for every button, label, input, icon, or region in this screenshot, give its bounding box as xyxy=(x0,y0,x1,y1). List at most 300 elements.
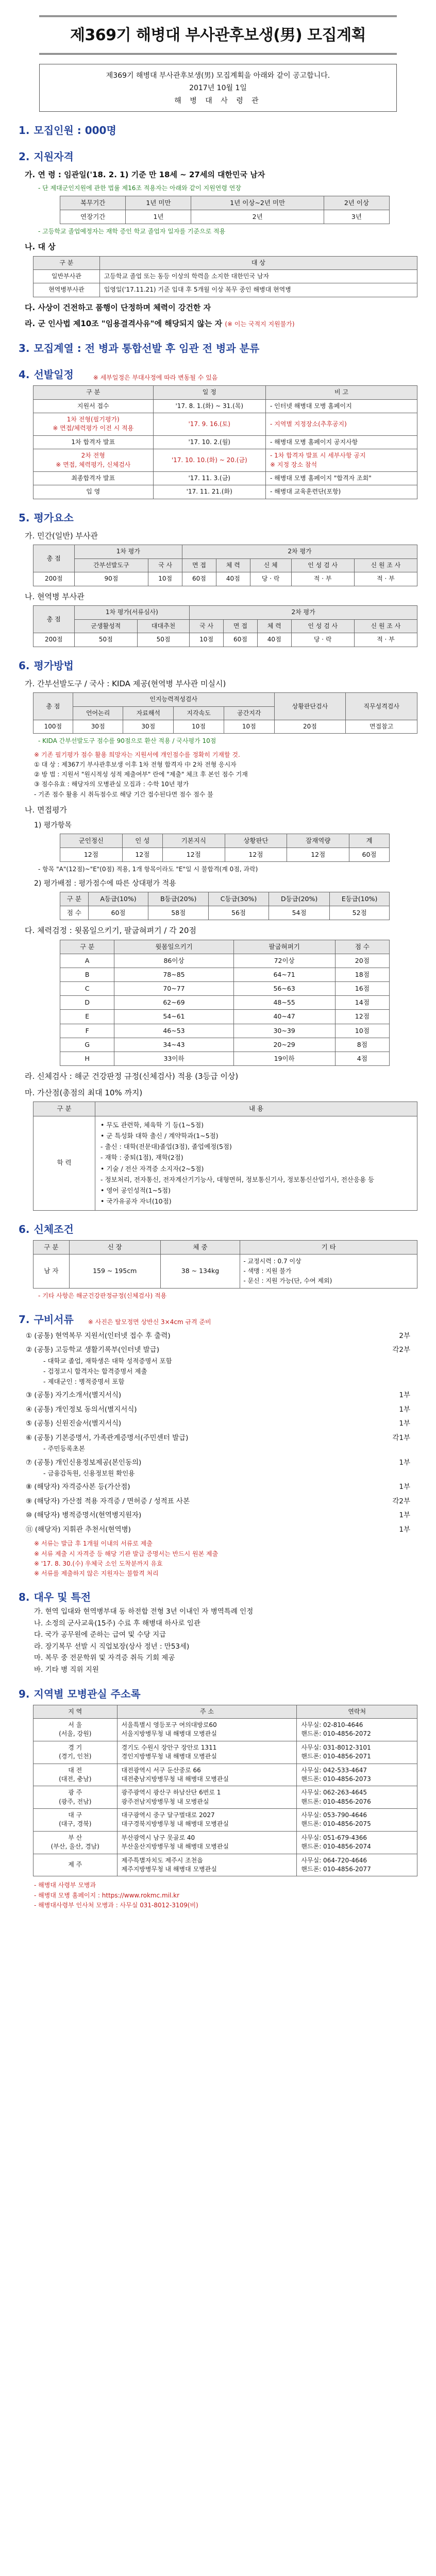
table-cell: 적 · 부 xyxy=(354,572,417,586)
section-schedule xyxy=(19,367,417,382)
target-table xyxy=(33,256,417,297)
header-cell: 인 성 검 사 xyxy=(291,558,354,572)
table-row xyxy=(33,413,417,435)
document-item xyxy=(26,1525,410,1535)
section-title: 모집인원 : 000명 xyxy=(33,124,116,137)
section-number: 8. xyxy=(19,1591,30,1604)
header-cell: 자료해석 xyxy=(123,706,174,720)
header-cell: 대대추천 xyxy=(137,619,189,633)
table-cell: G xyxy=(60,1038,114,1052)
header-cell: 상황판단 xyxy=(225,834,287,848)
document-count: 1부 xyxy=(399,1511,410,1520)
document-subnotes xyxy=(43,1444,417,1453)
table-cell: - 교정시력 : 0.7 이상 - 색맹 : 지원 불가 - 문신 : 지원 가능(단, 수여 제외) xyxy=(240,1254,417,1289)
table-cell: '17. 8. 1.(화) ~ 31.(목) xyxy=(153,399,265,413)
table-cell: 적 · 부 xyxy=(291,572,354,586)
documents-note: ※ 사진은 탈모정면 상반신 3×4cm 규격 준비 xyxy=(88,1318,211,1326)
table-cell: 46~53 xyxy=(114,1024,233,1038)
section-number: 4. xyxy=(19,368,30,381)
table-cell: 적 · 부 xyxy=(354,633,417,647)
header-cell: 점 수 xyxy=(335,940,389,954)
table-cell: 사무실: 064-720-4646 핸드폰: 010-4856-2077 xyxy=(297,1854,417,1876)
header-cell: 잠재역량 xyxy=(287,834,349,848)
table-row xyxy=(33,1786,417,1809)
document-label: ⑧ (해당자) 자격증사본 등(가산점) xyxy=(26,1483,130,1492)
header-cell: 군인정신 xyxy=(60,834,123,848)
civilian-eval-table xyxy=(33,545,417,586)
kida-subtitle: 가. 간부선발도구 / 국사 : KIDA 제공(현역병 부사관 미실시) xyxy=(25,679,226,688)
bonus-subtitle: 마. 가산점(총점의 최대 10% 까지) xyxy=(25,1088,143,1097)
header-cell: 연락처 xyxy=(297,1705,417,1718)
footer-line: - 해병대 모병 홈페이지 : https://www.rokmc.mil.kr xyxy=(34,1891,180,1899)
table-cell: 78~85 xyxy=(114,968,233,982)
header-cell: 면 접 xyxy=(224,619,258,633)
item-label: 라. xyxy=(25,319,36,329)
interview-items-title: 1) 평가항목 xyxy=(34,821,72,829)
table-cell: C xyxy=(60,982,114,996)
table-row xyxy=(60,996,390,1010)
table-cell: 20점 xyxy=(335,954,389,968)
document-label: ⑩ (해당자) 병적증명서(현역병지원자) xyxy=(26,1511,142,1520)
item-label: 나. xyxy=(25,242,36,251)
header-cell: 지각속도 xyxy=(174,706,224,720)
table-row xyxy=(60,954,390,968)
table-cell: - 인터넷 해병대 모병 홈페이지 xyxy=(265,399,417,413)
table-cell: '17. 10. 10.(화) ~ 20.(금) xyxy=(153,449,265,472)
header-cell: 계 xyxy=(349,834,390,848)
table-cell: 입영일('17.11.21) 기준 입대 후 5개월 이상 복무 중인 해병대 현역병 xyxy=(99,283,417,297)
bullet-line: ③ 점수유효 : 해당자의 모병관실 모집과 : 수학 10년 평가 xyxy=(34,781,189,788)
item-text: 연 령 : 임관일('18. 2. 1) 기준 만 18세 ~ 27세의 대한민국 남자 xyxy=(38,170,265,179)
table-row xyxy=(33,1831,417,1854)
section-documents xyxy=(19,1312,417,1327)
header-cell: 1차 평가(서류심사) xyxy=(74,606,190,619)
civilian-subtitle: 가. 민간(일반) 부사관 xyxy=(25,531,98,540)
header-cell: 인 성 xyxy=(122,834,162,848)
table-cell: 8점 xyxy=(335,1038,389,1052)
table-cell: 12점 xyxy=(335,1010,389,1024)
section-title: 지원자격 xyxy=(33,150,74,163)
table-cell: 광주광역시 광산구 하남산단 6번로 1 광주전남지방병무청 내 모병관실 xyxy=(117,1786,297,1809)
footer-line: - 해병대 사령부 모병과 xyxy=(34,1882,96,1889)
table-row xyxy=(33,399,417,413)
footer-line: ※ 서류를 제출하지 않은 지원자는 불합격 처리 xyxy=(34,1570,159,1577)
header-cell: 대 상 xyxy=(99,256,417,269)
table-cell: - 지역별 지정장소(추후공지) xyxy=(265,413,417,435)
section-number: 2. xyxy=(19,150,30,163)
table-cell: 16점 xyxy=(335,982,389,996)
bonus-content xyxy=(95,1116,417,1210)
document-item xyxy=(26,1497,410,1507)
table-row xyxy=(60,1038,390,1052)
table-cell: 10점 xyxy=(190,633,224,647)
header-cell: 1년 미만 xyxy=(126,196,191,210)
bonus-category: 학 력 xyxy=(33,1116,95,1210)
header-cell: 총 점 xyxy=(33,606,75,633)
header-cell: 일 정 xyxy=(153,386,265,399)
document-count: 1부 xyxy=(399,1391,410,1400)
table-cell: 부산광역시 남구 못골로 40 부산울산지방병무청 내 해병대 모병관실 xyxy=(117,1831,297,1854)
header-cell: 신 체 xyxy=(250,558,291,572)
document-item xyxy=(26,1482,410,1493)
table-cell: 서 울 (서울, 강원) xyxy=(33,1718,118,1741)
table-cell: 사무실: 031-8012-3101 핸드폰: 010-4856-2071 xyxy=(297,1741,417,1764)
table-cell: 2차 전형 ※ 면접, 체력평가, 신체검사 xyxy=(33,449,154,472)
header-cell: 직무성격검사 xyxy=(346,693,417,720)
kida-note: - KIDA 간부선발도구 점수를 90점으로 환산 적용 / 국사평가 10점 xyxy=(38,737,216,745)
header-cell: 1차 평가 xyxy=(74,545,182,558)
table-cell: 54점 xyxy=(269,906,329,920)
schedule-table xyxy=(33,385,417,499)
document-item xyxy=(26,1391,410,1401)
table-cell: 사무실: 02-810-4646 핸드폰: 010-4856-2072 xyxy=(297,1718,417,1741)
header-cell: 비 고 xyxy=(265,386,417,399)
table-cell: 당 · 락 xyxy=(250,572,291,586)
document-item xyxy=(26,1511,410,1521)
office-table xyxy=(33,1705,417,1877)
document-count: 1부 xyxy=(399,1419,410,1428)
header-cell: 공간지각 xyxy=(224,706,274,720)
table-cell: 70~77 xyxy=(114,982,233,996)
section-recruit-count xyxy=(19,123,417,138)
kida-table xyxy=(33,692,417,734)
section-evaluation-factors xyxy=(19,511,417,526)
table-cell: 58점 xyxy=(148,906,209,920)
section-number: 7. xyxy=(19,1313,30,1326)
header-cell: 체 력 xyxy=(216,558,250,572)
table-cell: '17. 9. 16.(토) xyxy=(153,413,265,435)
header-cell: 체 중 xyxy=(160,1240,240,1254)
document-label: ③ (공통) 자기소개서(별지서식) xyxy=(26,1391,122,1400)
soldier-subtitle: 나. 현역병 부사관 xyxy=(25,591,85,601)
document-count: 2부 xyxy=(399,1331,410,1340)
qualification-disqualify xyxy=(25,318,417,330)
documents-footer xyxy=(34,1539,417,1579)
table-cell: 56점 xyxy=(209,906,269,920)
table-row xyxy=(33,269,417,283)
grade-table xyxy=(60,892,390,920)
section-number: 5. xyxy=(19,511,30,524)
table-cell: 남 자 xyxy=(33,1254,70,1289)
header-cell: 구 분 xyxy=(33,1102,95,1116)
document-subnote: - 대학교 졸업, 재학생은 대학 성적증명서 포함 xyxy=(43,1357,172,1365)
table-cell: 입 영 xyxy=(33,485,154,499)
header-cell: 총 점 xyxy=(33,545,75,572)
header-cell: B등급(20%) xyxy=(148,892,209,906)
header-cell: 기 타 xyxy=(240,1240,417,1254)
table-row xyxy=(33,1764,417,1786)
header-cell: 구 분 xyxy=(60,940,114,954)
document-subnote: - 제대군인 : 병적증명서 포함 xyxy=(43,1378,125,1385)
bonus-item: - 출신 : 대학(전문대)졸업(3점), 졸업예정(5점) xyxy=(100,1143,232,1151)
table-cell: 10점 xyxy=(174,720,224,734)
item-label: 가. xyxy=(25,170,36,179)
table-cell: 60점 xyxy=(349,848,390,861)
footer-line: ※ 서류 제출 시 자격증 등 해당 기관 발급 증명서는 반드시 원본 제출 xyxy=(34,1550,219,1557)
fitness-table xyxy=(60,940,390,1066)
section-number: 6. xyxy=(19,659,30,672)
table-cell: 3년 xyxy=(324,210,389,224)
table-cell: 20~29 xyxy=(233,1038,335,1052)
table-cell: 2년 xyxy=(191,210,324,224)
table-cell: 90점 xyxy=(74,572,148,586)
table-cell: B xyxy=(60,968,114,982)
table-cell: 40~47 xyxy=(233,1010,335,1024)
benefit-item: 나. 소정의 군사교육(15주) 수료 후 해병대 하사로 임관 xyxy=(34,1619,200,1628)
grade-title: 2) 평가배점 : 평가점수에 따른 상대평가 적용 xyxy=(34,879,176,888)
table-cell: 159 ~ 195cm xyxy=(69,1254,160,1289)
header-cell: 국 사 xyxy=(190,619,224,633)
section-number: 1. xyxy=(19,124,30,137)
table-cell: 56~63 xyxy=(233,982,335,996)
header-cell: 구 분 xyxy=(33,1240,70,1254)
soldier-eval-table xyxy=(33,605,417,647)
item-text: 대 상 xyxy=(38,242,56,251)
document-subnote: - 금융감독원, 신용정보원 확인용 xyxy=(43,1469,135,1478)
header-cell: 윗몸일으키기 xyxy=(114,940,233,954)
header-cell: 체 력 xyxy=(257,619,291,633)
table-cell: 60점 xyxy=(88,906,148,920)
office-footer xyxy=(34,1880,417,1910)
header-cell: 국 사 xyxy=(148,558,182,572)
document-label: ⑨ (해당자) 가산점 적용 자격증 / 면허증 / 성적표 사본 xyxy=(26,1497,190,1505)
table-cell: 사무실: 051-679-4366 핸드폰: 010-4856-2074 xyxy=(297,1831,417,1854)
header-cell: 2년 이상 xyxy=(324,196,389,210)
table-cell: 100점 xyxy=(33,720,73,734)
table-row xyxy=(33,1741,417,1764)
table-cell: 사무실: 042-533-4647 핸드폰: 010-4856-2073 xyxy=(297,1764,417,1786)
header-cell: 군생활성적 xyxy=(74,619,137,633)
header-cell: 기본지식 xyxy=(162,834,225,848)
intro-text: 제369기 해병대 부사관후보생(男) 모집계획을 아래와 같이 공고합니다. xyxy=(106,71,330,80)
header-cell: C등급(30%) xyxy=(209,892,269,906)
intro-date: 2017년 10월 1일 xyxy=(189,84,247,92)
table-row xyxy=(60,968,390,982)
table-row xyxy=(33,1809,417,1832)
table-cell: 200점 xyxy=(33,572,75,586)
table-cell: 경기도 수원시 장안구 장안로 1311 경인지방병무청 내 해병대 모병관실 xyxy=(117,1741,297,1764)
table-row xyxy=(60,1052,390,1065)
interview-note: - 항목 "A"(12점)~"E"(0점) 적용, 1개 항목이라도 "E"일 시 불합격(계 0점, 과락) xyxy=(38,866,258,873)
table-cell: 30점 xyxy=(123,720,174,734)
table-cell: 10점 xyxy=(148,572,182,586)
header-cell: A등급(10%) xyxy=(88,892,148,906)
footer-line: - 해병대사령부 인사처 모병과 : 사무실 031-8012-3109(비) xyxy=(34,1901,198,1909)
table-cell: A xyxy=(60,954,114,968)
qualification-age xyxy=(25,170,417,181)
section-number: 3. xyxy=(19,342,30,355)
benefit-item: 마. 복무 중 전문학위 및 자격증 취득 기회 제공 xyxy=(34,1654,175,1663)
header-cell: 간부선발도구 xyxy=(74,558,148,572)
table-cell: 광 주 (광주, 전남) xyxy=(33,1786,118,1809)
header-cell: 총 점 xyxy=(33,693,73,720)
table-cell: 30점 xyxy=(73,720,123,734)
header-cell: 1년 이상~2년 미만 xyxy=(191,196,324,210)
document-item xyxy=(26,1345,410,1355)
benefit-item: 라. 장기복무 선발 시 직업보장(상사 정년 : 만53세) xyxy=(34,1642,190,1651)
table-cell: 20점 xyxy=(274,720,346,734)
document-subnote: - 주민등록초본 xyxy=(43,1445,85,1453)
table-cell: 72이상 xyxy=(233,954,335,968)
item-text: 사상이 건전하고 품행이 단정하며 체력이 강건한 자 xyxy=(38,302,211,312)
table-cell: 38 ~ 134kg xyxy=(160,1254,240,1289)
table-cell: 52점 xyxy=(330,906,390,920)
qualification-target xyxy=(25,242,417,253)
document-count: 1부 xyxy=(399,1525,410,1534)
age-note: - 단 제대군인지원에 관한 법률 제16조 적용자는 아래와 같이 지원연령 연장 xyxy=(38,184,241,192)
table-cell: - 해병대 모병 홈페이지 "합격자 조회" xyxy=(265,471,417,485)
section-title: 모집계열 : 전 병과 통합선발 후 임관 전 병과 분류 xyxy=(33,342,260,355)
kida-bullets xyxy=(34,750,417,800)
section-evaluation-method xyxy=(19,658,417,673)
document-count: 1부 xyxy=(399,1458,410,1467)
section-physical xyxy=(19,1222,417,1237)
document-label: ⑪ (해당자) 지휘관 추천서(현역병) xyxy=(26,1525,131,1534)
table-cell: 64~71 xyxy=(233,968,335,982)
section-title: 평가요소 xyxy=(33,511,74,524)
item-text: 군 인사법 제10조 "임용결격사유"에 해당되지 않는 자 xyxy=(38,319,223,329)
table-cell: 54~61 xyxy=(114,1010,233,1024)
table-cell: 현역병부사관 xyxy=(33,283,100,297)
item-note: (※ 이는 국적지 지원불가) xyxy=(225,320,295,328)
section-title: 지역별 모병관실 주소록 xyxy=(33,1687,141,1700)
section-benefits xyxy=(19,1590,417,1605)
table-cell: 면접참고 xyxy=(346,720,417,734)
benefit-item: 바. 기타 병 직위 지원 xyxy=(34,1666,99,1674)
bonus-item: • 군 특성화 대학 출신 / 계약학과(1~5점) xyxy=(100,1131,219,1140)
document-label: ② (공통) 고등학교 생활기록부(인터넷 발급) xyxy=(26,1346,159,1354)
table-cell: 60점 xyxy=(182,572,216,586)
bullet-line: ② 방 법 : 지원서 "원시적성 성적 제출여부" 란에 "제출" 체크 후 본인 점수 기재 xyxy=(34,771,248,778)
table-cell: 48~55 xyxy=(233,996,335,1010)
document-label: ⑤ (공통) 신원진술서(별지서식) xyxy=(26,1419,122,1428)
document-subnotes xyxy=(43,1469,417,1478)
qualification-character xyxy=(25,302,417,314)
documents-list xyxy=(19,1331,417,1535)
header-cell: 복무기간 xyxy=(60,196,126,210)
section-branch xyxy=(19,341,417,356)
header-cell: 팔굽혀펴기 xyxy=(233,940,335,954)
table-cell: 10점 xyxy=(224,720,274,734)
table-row xyxy=(33,1718,417,1741)
bonus-item: • 무도 관련학, 체육학 기 등(1~5점) xyxy=(100,1121,204,1129)
section-title: 신체조건 xyxy=(33,1223,74,1235)
item-label: 다. xyxy=(25,302,36,312)
table-row xyxy=(33,471,417,485)
table-cell: '17. 11. 21.(화) xyxy=(153,485,265,499)
header-cell: 상황판단검사 xyxy=(274,693,346,720)
table-cell: 제주특별자치도 제주시 조천읍 제주지방병무청 내 해병대 모병관실 xyxy=(117,1854,297,1876)
schedule-note: ※ 세부일정은 부대사정에 따라 변동될 수 있음 xyxy=(93,374,218,381)
age-extension-table xyxy=(60,196,390,224)
table-cell: 일반부사관 xyxy=(33,269,100,283)
table-cell: 62~69 xyxy=(114,996,233,1010)
document-count: 각2부 xyxy=(392,1497,410,1505)
table-cell: 30~39 xyxy=(233,1024,335,1038)
table-cell: 지원서 접수 xyxy=(33,399,154,413)
table-cell: 14점 xyxy=(335,996,389,1010)
table-cell: 점 수 xyxy=(60,906,89,920)
table-cell: '17. 11. 3.(금) xyxy=(153,471,265,485)
interview-subtitle: 나. 면접평가 xyxy=(25,805,67,815)
document-item xyxy=(26,1331,410,1342)
table-cell: 50점 xyxy=(74,633,137,647)
table-cell: 12점 xyxy=(60,848,123,861)
document-subnotes xyxy=(43,1357,417,1386)
bonus-item: • 국가유공자 자녀(10점) xyxy=(100,1197,172,1206)
table-cell: E xyxy=(60,1010,114,1024)
section-title: 구비서류 xyxy=(33,1313,74,1326)
table-cell: F xyxy=(60,1024,114,1038)
table-cell: 60점 xyxy=(224,633,258,647)
table-cell: 1차 합격자 발표 xyxy=(33,435,154,449)
header-cell: 구 분 xyxy=(60,892,89,906)
interview-table xyxy=(60,834,390,862)
table-cell: D xyxy=(60,996,114,1010)
table-cell: 대 전 (대전, 충남) xyxy=(33,1764,118,1786)
table-row xyxy=(33,283,417,297)
table-row xyxy=(33,449,417,472)
table-row xyxy=(33,435,417,449)
header-cell: 신 장 xyxy=(69,1240,160,1254)
table-cell: 대 구 (대구, 경북) xyxy=(33,1809,118,1832)
header-cell: 신 원 조 사 xyxy=(354,558,417,572)
header-cell: 면 접 xyxy=(182,558,216,572)
table-row xyxy=(60,982,390,996)
footer-line: ※ '17. 8. 30.(수) 우체국 소인 도착분까지 유효 xyxy=(34,1560,163,1567)
table-cell: 12점 xyxy=(162,848,225,861)
table-cell: 12점 xyxy=(287,848,349,861)
header-cell: 구 분 xyxy=(33,386,154,399)
table-cell: 33이하 xyxy=(114,1052,233,1065)
section-number: 6. xyxy=(19,1223,30,1235)
document-label: ⑥ (공통) 기본증명서, 가족관계증명서(주민센터 발급) xyxy=(26,1433,189,1442)
header-cell: 2차 평가 xyxy=(182,545,417,558)
fitness-subtitle: 다. 체력검정 : 윗몸일으키기, 팔굽혀펴기 / 각 20점 xyxy=(25,926,196,936)
header-cell: 2차 평가 xyxy=(190,606,417,619)
intro-box xyxy=(39,64,397,112)
header-cell: 인지능력적성검사 xyxy=(73,693,274,706)
document-label: ④ (공통) 개인정보 동의서(별지서식) xyxy=(26,1405,137,1414)
table-cell: 18점 xyxy=(335,968,389,982)
benefit-item: 가. 현역 입대와 현역병부대 동 하전합 전형 3년 이내인 자 병역특례 인정 xyxy=(34,1607,254,1616)
section-title: 대우 및 특전 xyxy=(33,1591,91,1604)
table-cell: 40점 xyxy=(257,633,291,647)
table-cell: - 해병대 교육훈련단(포항) xyxy=(265,485,417,499)
education-note: - 고등학교 졸업예정자는 재학 증인 학교 졸업자 일자를 기준으로 적용 xyxy=(38,228,226,235)
header-cell: 구 분 xyxy=(33,256,100,269)
header-cell: 언어논리 xyxy=(73,706,123,720)
table-cell: 12점 xyxy=(225,848,287,861)
table-cell: 40점 xyxy=(216,572,250,586)
table-cell: 34~43 xyxy=(114,1038,233,1052)
header-cell: D등급(20%) xyxy=(269,892,329,906)
document-item xyxy=(26,1458,410,1468)
table-cell: H xyxy=(60,1052,114,1065)
intro-signature: 해 병 대 사 령 관 xyxy=(174,96,262,105)
table-cell: - 해병대 모병 홈페이지 공지사항 xyxy=(265,435,417,449)
header-cell: 인 성 검 사 xyxy=(291,619,354,633)
document-item xyxy=(26,1433,410,1444)
benefit-item: 다. 국가 공무원에 준하는 급여 및 수당 지급 xyxy=(34,1631,166,1639)
table-cell: 연장기간 xyxy=(60,210,126,224)
header-cell: 지 역 xyxy=(33,1705,118,1718)
document-count: 각1부 xyxy=(392,1433,410,1442)
table-row xyxy=(33,1854,417,1876)
table-cell: '17. 10. 2.(월) xyxy=(153,435,265,449)
document-label: ① (공통) 현역복무 지원서(인터넷 접수 후 출력) xyxy=(26,1331,171,1340)
table-cell: 당 · 락 xyxy=(291,633,354,647)
